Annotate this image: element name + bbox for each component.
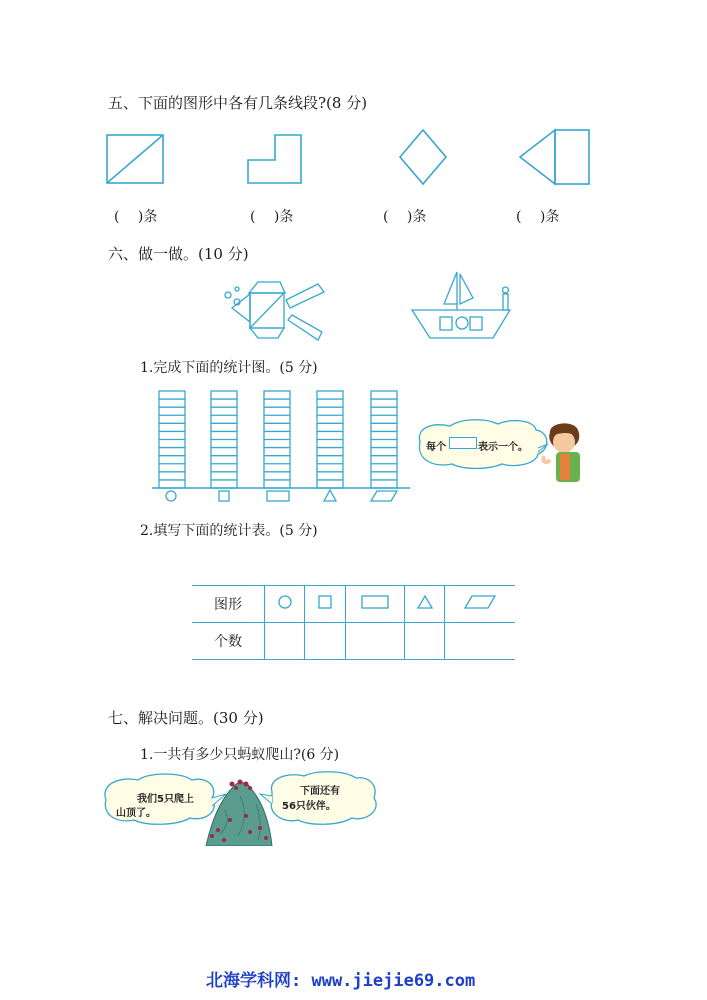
table-row	[192, 623, 515, 660]
chart-column-2[interactable]	[211, 391, 237, 488]
table-shape-rectangle	[345, 586, 405, 623]
chart-square-mark	[219, 491, 229, 501]
boy-bubble	[410, 418, 595, 488]
bubble-text-before: 每个	[426, 442, 446, 453]
chart-column-5[interactable]	[371, 391, 397, 488]
section6-title: 六、做一做。(10 分)	[108, 245, 249, 263]
right-bubble-line2: 56只伙伴。	[282, 801, 336, 812]
right-bubble-line1: 下面还有	[300, 786, 340, 797]
table-label-count: 个数	[192, 623, 265, 660]
answer-blank-3[interactable]: ( )条	[383, 209, 427, 225]
section5-title: 五、下面的图形中各有几条线段?(8 分)	[108, 94, 368, 112]
bubble-text-after: 表示一个。	[478, 442, 528, 453]
table-shape-square	[305, 586, 345, 623]
bubble-blank-box[interactable]	[449, 437, 477, 449]
table-count-cell[interactable]	[445, 623, 515, 660]
chart-circle-mark	[166, 491, 176, 501]
answer-blank-2[interactable]: ( )条	[250, 209, 294, 225]
chart-column-1[interactable]	[159, 391, 185, 488]
section7-title: 七、解决问题。(30 分)	[108, 709, 264, 727]
chart-column-4[interactable]	[317, 391, 343, 488]
left-bubble-line1: 我们5只爬上	[137, 794, 194, 805]
boy-illustration	[543, 423, 580, 482]
table-count-cell[interactable]	[305, 623, 345, 660]
table-count-cell[interactable]	[405, 623, 445, 660]
left-bubble-line2: 山顶了。	[116, 808, 156, 819]
section6-q1: 1.完成下面的统计图。(5 分)	[140, 360, 318, 376]
footer-watermark: 北海学科网: www.jiejie69.com	[206, 971, 476, 991]
table-label-shape: 图形	[192, 586, 265, 623]
chart-parallelogram-mark	[371, 491, 397, 501]
table-count-cell[interactable]	[265, 623, 305, 660]
chart-rectangle-mark	[267, 491, 289, 501]
table-shape-parallelogram	[445, 586, 515, 623]
statistic-table	[192, 585, 515, 660]
table-row	[192, 586, 515, 623]
section6-q2: 2.填写下面的统计表。(5 分)	[140, 523, 318, 539]
chart-column-3[interactable]	[264, 391, 290, 488]
table-shape-circle	[265, 586, 305, 623]
answer-blank-4[interactable]: ( )条	[516, 209, 560, 225]
table-shape-triangle	[405, 586, 445, 623]
mountain-illustration	[206, 783, 272, 846]
table-count-cell[interactable]	[345, 623, 405, 660]
chart-triangle-mark	[324, 490, 336, 501]
section7-q1: 1.一共有多少只蚂蚁爬山?(6 分)	[140, 747, 340, 763]
answer-blank-1[interactable]: ( )条	[114, 209, 158, 225]
